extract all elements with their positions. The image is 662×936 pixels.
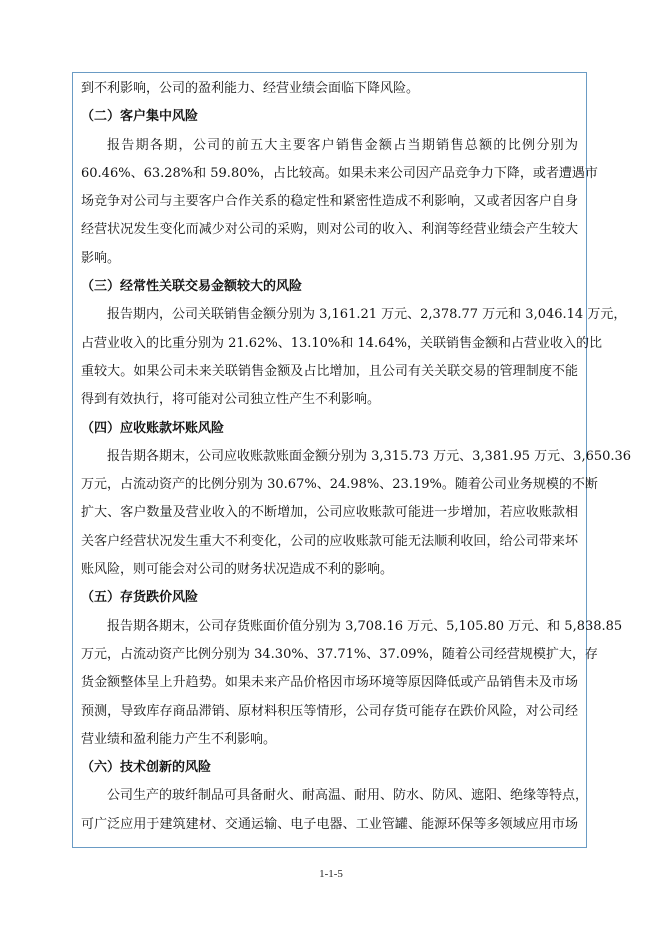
paragraph-line: 得到有效执行，将可能对公司独立性产生不利影响。 bbox=[81, 392, 381, 408]
paragraph-line: 扩大、客户数量及营业收入的不断增加，公司应收账款可能进一步增加，若应收账款相 bbox=[81, 505, 578, 521]
section-heading: （四）应收账款坏账风险 bbox=[81, 420, 225, 436]
paragraph-line: 报告期内，公司关联销售金额分别为 3,161.21 万元、2,378.77 万元和 3,046.14 万元， bbox=[107, 307, 627, 323]
paragraph-line: 重较大。如果公司未来关联销售金额及占比增加，且公司有关关联交易的管理制度不能 bbox=[81, 363, 578, 379]
section-heading: （五）存货跌价风险 bbox=[81, 590, 199, 606]
paragraph-line: 货金额整体呈上升趋势。如果未来产品价格因市场环境等原因降低或产品销售未及市场 bbox=[81, 675, 578, 691]
paragraph-line: 报告期各期末，公司存货账面价值分别为 3,708.16 万元、5,105.80 万元、和 5,838.85 bbox=[107, 618, 623, 634]
paragraph-line: 账风险，则可能会对公司的财务状况造成不利的影响。 bbox=[81, 562, 394, 578]
section-heading: （六）技术创新的风险 bbox=[81, 760, 212, 776]
paragraph-line: 到不利影响，公司的盈利能力、经营业绩会面临下降风险。 bbox=[81, 81, 420, 96]
paragraph-line: 占营业收入的比重分别为 21.62%、13.10%和 14.64%，关联销售金额和占营业收入的比 bbox=[81, 335, 602, 351]
paragraph-line: 经营状况发生变化而减少对公司的采购，则对公司的收入、利润等经营业绩会产生较大 bbox=[81, 222, 578, 238]
paragraph-line: 公司生产的玻纤制品可具备耐火、耐高温、耐用、防水、防风、遮阳、绝缘等特点， bbox=[107, 788, 589, 804]
paragraph-line: 万元，占流动资产的比例分别为 30.67%、24.98%、23.19%。随着公司业务规模的不断 bbox=[81, 477, 598, 493]
paragraph-line: 预测，导致库存商品滞销、原材料积压等情形，公司存货可能存在跌价风险，对公司经 bbox=[81, 703, 578, 719]
paragraph-line: 报告期各期末，公司应收账款账面金额分别为 3,315.73 万元、3,381.95 万元、3,650.36 bbox=[107, 448, 632, 464]
section-heading: （二）客户集中风险 bbox=[81, 109, 199, 125]
paragraph-line: 报告期各期，公司的前五大主要客户销售金额占当期销售总额的比例分别为 bbox=[107, 137, 578, 153]
paragraph-line: 可广泛应用于建筑建材、交通运输、电子电器、工业管罐、能源环保等多领域应用市场 bbox=[81, 816, 578, 832]
paragraph-line: 万元，占流动资产比例分别为 34.30%、37.71%、37.09%，随着公司经营规模扩大，存 bbox=[81, 646, 598, 662]
paragraph-line: 60.46%、63.28%和 59.80%，占比较高。如果未来公司因产品竞争力下降，或者遭遇市 bbox=[81, 165, 598, 181]
document-body-frame bbox=[72, 72, 632, 848]
paragraph-line: 影响。 bbox=[81, 250, 121, 266]
paragraph-line: 营业绩和盈利能力产生不利影响。 bbox=[81, 731, 277, 747]
paragraph-line: 关客户经营状况发生重大不利变化，公司的应收账款可能无法顺利收回，给公司带来坏 bbox=[81, 533, 578, 549]
paragraph-line: 场竞争对公司与主要客户合作关系的稳定性和紧密性造成不利影响，又或者因客户自身 bbox=[81, 194, 578, 210]
page-number: 1-1-5 bbox=[319, 868, 343, 880]
section-heading: （三）经常性关联交易金额较大的风险 bbox=[81, 279, 303, 295]
